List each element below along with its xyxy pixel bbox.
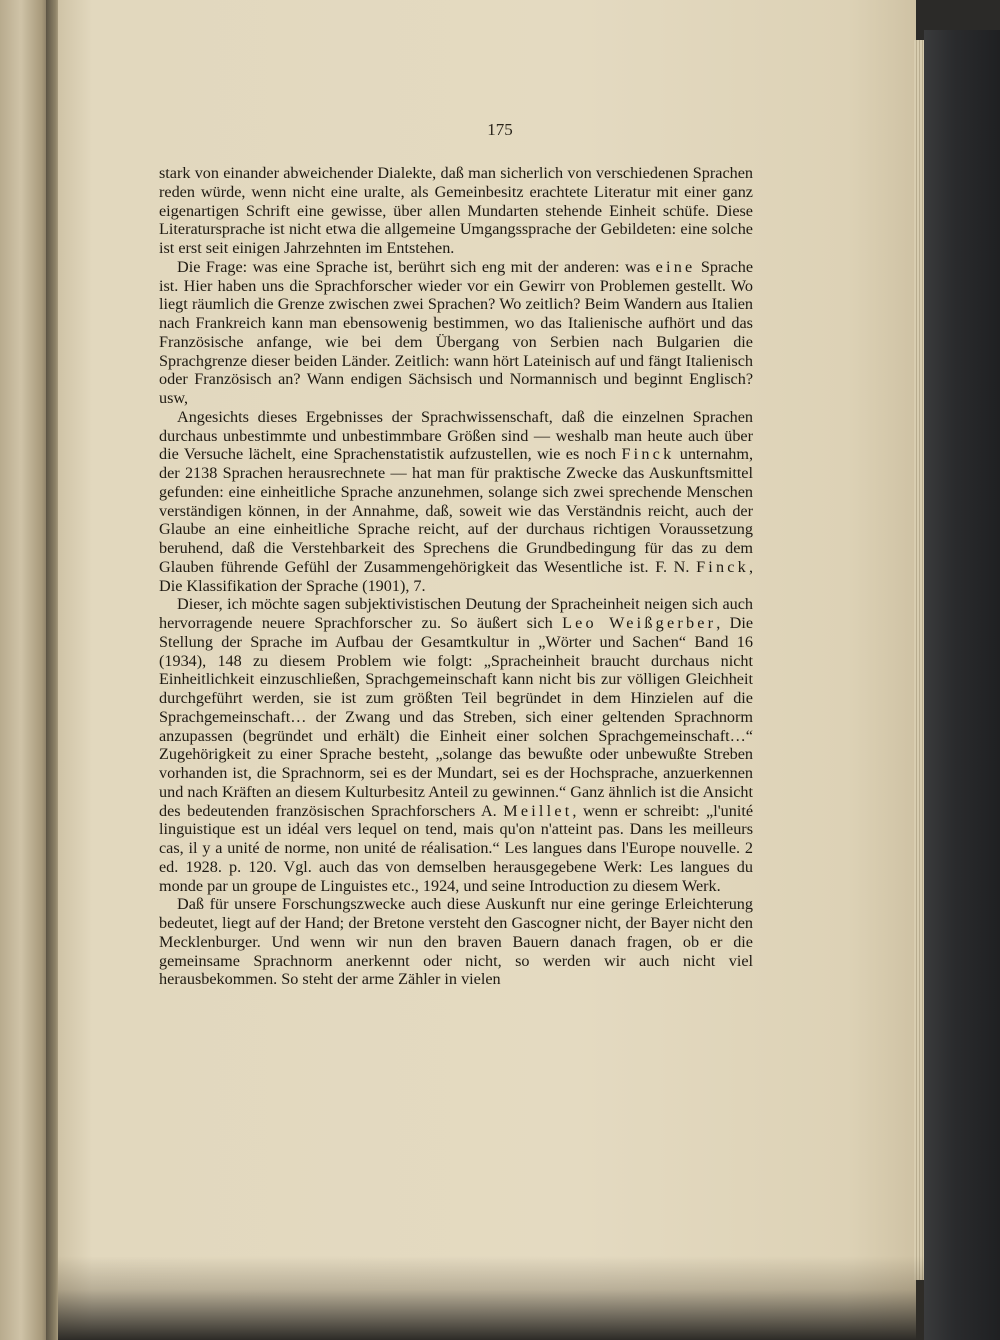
paragraph (159, 164, 753, 258)
text-run: Die Frage: was eine Sprache ist, berührt sich eng mit der anderen: was (177, 257, 656, 276)
paragraph (159, 408, 753, 596)
facing-page-edge (0, 0, 52, 1340)
spaced-name: Meillet (503, 801, 573, 820)
text-run: , wenn er schreibt: „l'unité linguistique est un idéal vers lequel on tend, mais qu'on n'atteint pas. Dans les meilleurs cas, il y a unité de norme, non unité de réalisation.“ Les langues dans l'Europe nouvelle. 2 ed. 1928. p. 120. Vgl. auch das von demselben herausgegebene Werk: Les langues du monde par un groupe de Linguistes etc., 1924, und seine Introduction zu diesem Werk. (159, 801, 753, 895)
text-run: , Die Klassifikation der Sprache (1901), 7. (159, 557, 753, 595)
paragraph (159, 895, 753, 989)
spaced-name: Finck (696, 557, 749, 576)
text-run: Sprache ist. Hier haben uns die Sprachforscher wieder vor ein Gewirr von Problemen gestellt. Wo liegt räumlich die Grenze zwischen zwei Sprachen? Wo zeitlich? Beim Wandern aus Italien nach Frankreich kann man ebensowenig bestimmen, wo das Italienische aufhört und das Französische anfange, wie bei dem Übergang von Serbien nach Bulgarien die Sprachgrenze dieser beiden Länder. Zeitlich: wann hört Lateinisch auf und fängt Italienisch oder Französisch an? Wann endigen Sächsisch und Normannisch und beginnt Englisch? usw, (159, 257, 753, 407)
text-run: Angesichts dieses Ergebnisses der Sprachwissenschaft, daß die einzelnen Sprachen durchaus unbestimmte und unbestimmbare Größen sind — weshalb man heute auch über die Versuche lächelt, eine Sprachenstatistik aufzustellen, wie es noch (159, 407, 753, 464)
page-number: 175 (487, 120, 513, 139)
paragraph (159, 595, 753, 895)
text-run: stark von einander abweichender Dialekte, daß man sicherlich von verschiedenen Sprachen reden würde, wenn nicht eine uralte, als Gemeinbesitz erachtete Literatur mit einer ganz eigenartigen Schrift eine gewisse, über allen Mundarten stehende Einheit schüfe. Diese Literatursprache ist nicht etwa die allgemeine Umgangssprache der Gebildeten: eine solche ist erst seit einigen Jahrzehnten im Entstehen. (159, 164, 753, 257)
text-run: unternahm, der 2138 Sprachen herausrechnete — hat man für praktische Zwecke das Auskunftsmittel gefunden: eine einheitliche Sprache anzunehmen, solange sich zwei sprechende Menschen verständigen können, in der Annahme, daß, soweit wie das Verständnis reicht, auch der Glaube an eine einheitliche Sprache reicht, auf der durchaus richtigen Voraussetzung beruhend, daß die Verstehbarkeit des Sprechens die Grundbedingung für das zu dem Glauben führende Gefühl der Zusammengehörigkeit das Wesentliche ist. F. N. (159, 445, 754, 576)
spaced-name: eine (655, 257, 696, 276)
page-block-edges (914, 40, 924, 1280)
text-run: , Die Stellung der Sprache im Aufbau der Gesamtkultur in „Wörter und Sachen“ Band 16 (1934), 148 zu diesem Problem wie folgt: „Spracheinheit braucht durchaus nicht Einheitlichkeit einzuschließen, Sprachgemeinschaft kann nicht bis zur völligen Gleichheit durchgeführt werden, sie ist zum größten Teil begründet in dem Hinzielen auf die Sprachgemeinschaft… der Zwang und das Streben, sich einer geltenden Sprachnorm anzupassen (begründet und erhält) die Einheit einer solchen Sprachgemeinschaft…“ Zugehörigkeit zu einer Sprache besteht, „solange das bewußte oder unbewußte Streben vorhanden ist, die Sprachnorm, sei es der Mundart, sei es der Hochsprache, anzuerkennen und nach Kräften an diesem Kulturbesitz Anteil zu gewinnen.“ Ganz ähnlich ist die Ansicht des bedeutenden französischen Sprachforschers A. (159, 614, 754, 820)
page-bottom-shadow (58, 1256, 924, 1340)
spaced-name: Finck (621, 445, 675, 464)
page-body-text (159, 164, 753, 989)
text-run: Dieser, ich möchte sagen subjektivistischen Deutung der Spracheinheit neigen sich auch hervorragende neuere Sprachforscher zu. So äußert sich (159, 595, 753, 632)
paragraph (159, 258, 753, 408)
book-cover (924, 30, 1000, 1340)
spaced-name: Leo Weißgerber (562, 614, 717, 632)
text-run: Daß für unsere Forschungszwecke auch diese Auskunft nur eine geringe Erleichterung bedeutet, liegt auf der Hand; der Bretone versteht den Gascogner nicht, der Bayer nicht den Mecklenburger. Und wenn wir nun den braven Bauern danach fragen, ob er die gemeinsame Sprachnorm anerkennt oder nicht, so werden wir auch nicht viel herausbekommen. So steht der arme Zähler in vielen (159, 895, 753, 989)
